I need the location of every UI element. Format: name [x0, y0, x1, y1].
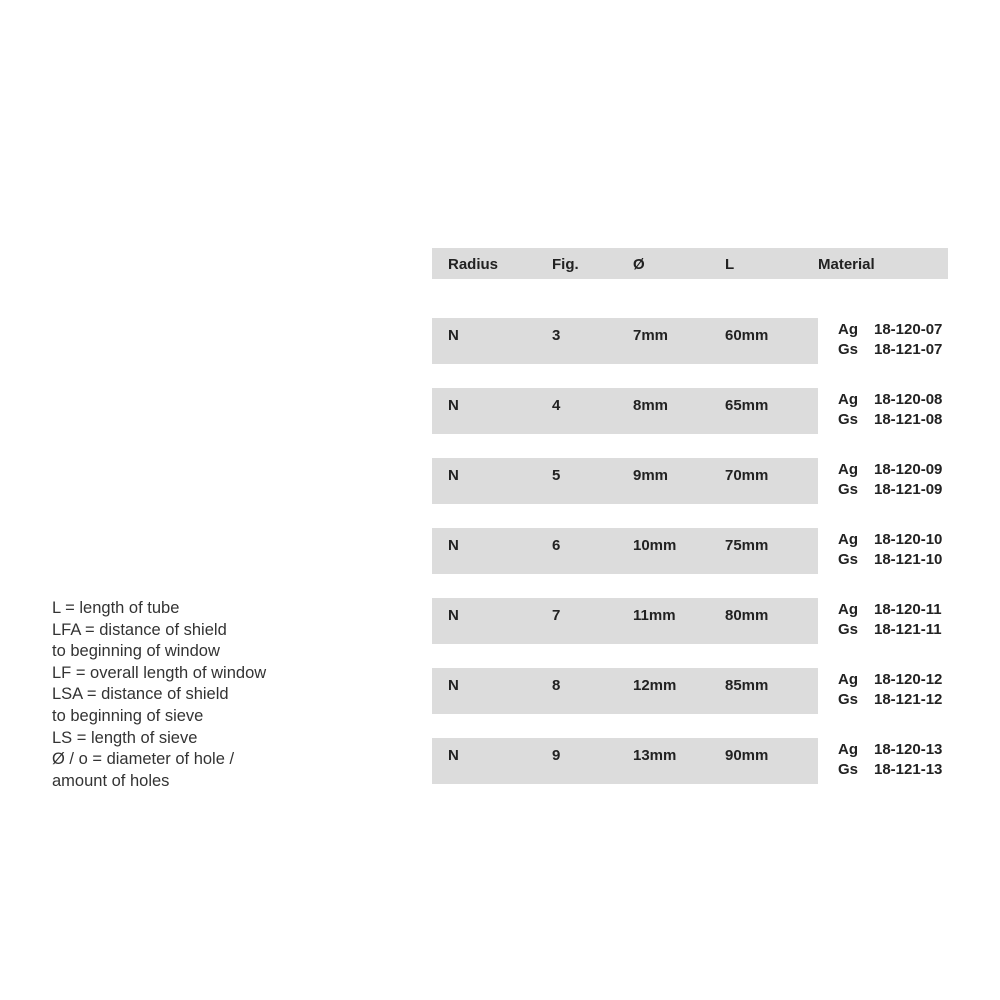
legend-line: L = length of tube: [52, 599, 180, 617]
header-radius: Radius: [448, 256, 499, 273]
cell-fig: 3: [552, 327, 561, 344]
legend-line: LFA = distance of shield: [52, 620, 227, 639]
cell-length: 75mm: [725, 537, 769, 554]
material-code: Gs: [838, 691, 859, 708]
material-line: [838, 411, 942, 428]
table-header: [432, 248, 948, 279]
cell-diameter: 10mm: [633, 537, 677, 554]
article-number: 18-121-11: [874, 621, 942, 638]
cell-fig: 9: [552, 747, 561, 764]
cell-fig: 7: [552, 607, 561, 624]
cell-diameter: 8mm: [633, 397, 669, 414]
material-line: [838, 601, 942, 618]
header-diameter: Ø: [633, 256, 645, 273]
cell-fig: 6: [552, 537, 561, 554]
material-line: [838, 481, 942, 498]
material-line: [838, 461, 942, 478]
cell-diameter: 12mm: [633, 677, 677, 694]
header-length: L: [725, 256, 735, 273]
article-number: 18-121-10: [874, 551, 943, 568]
material-code: Ag: [838, 531, 858, 548]
material-line: [838, 671, 942, 688]
article-number: 18-121-09: [874, 481, 943, 498]
header-material: Material: [818, 256, 875, 273]
article-number: 18-120-08: [874, 391, 943, 408]
cell-length: 60mm: [725, 327, 769, 344]
cell-diameter: 9mm: [633, 467, 669, 484]
cell-radius: N: [448, 677, 459, 694]
material-code: Ag: [838, 391, 858, 408]
material-line: [838, 341, 942, 358]
material-line: [838, 321, 942, 338]
legend-line: to beginning of window: [52, 642, 220, 661]
legend-line: Ø / o = diameter of hole /: [52, 750, 235, 769]
cell-radius: N: [448, 327, 459, 344]
material-code: Ag: [838, 461, 858, 478]
article-number: 18-120-13: [874, 741, 943, 758]
cell-diameter: 11mm: [633, 607, 676, 624]
cell-length: 65mm: [725, 397, 769, 414]
cell-length: 85mm: [725, 677, 769, 694]
material-code: Gs: [838, 411, 859, 428]
legend-line: amount of holes: [52, 771, 170, 790]
table-row: [432, 458, 948, 504]
cell-diameter: 13mm: [633, 747, 677, 764]
material-line: [838, 741, 942, 758]
article-number: 18-120-09: [874, 461, 943, 478]
article-number: 18-120-12: [874, 671, 943, 688]
article-number: 18-121-08: [874, 411, 943, 428]
table-row: [432, 528, 948, 574]
cell-fig: 4: [552, 397, 561, 414]
cell-radius: N: [448, 607, 459, 624]
cell-radius: N: [448, 397, 459, 414]
article-number: 18-121-07: [874, 341, 943, 358]
material-code: Gs: [838, 761, 859, 778]
table-row: [432, 388, 948, 434]
material-line: [838, 761, 942, 778]
table-row: [432, 738, 948, 784]
cell-fig: 8: [552, 677, 561, 694]
legend: [52, 598, 372, 792]
table-row: [432, 318, 948, 364]
legend-line: to beginning of sieve: [52, 706, 204, 725]
article-number: 18-121-12: [874, 691, 943, 708]
material-code: Ag: [838, 321, 858, 338]
cell-length: 70mm: [725, 467, 769, 484]
material-code: Ag: [838, 601, 858, 618]
material-line: [838, 551, 942, 568]
table-row: [432, 598, 948, 644]
material-code: Gs: [838, 341, 859, 358]
cell-length: 80mm: [725, 607, 769, 624]
material-code: Gs: [838, 621, 859, 638]
table-row: [432, 668, 948, 714]
legend-line: LSA = distance of shield: [52, 685, 229, 704]
cell-length: 90mm: [725, 747, 769, 764]
cell-radius: N: [448, 747, 459, 764]
material-line: [838, 621, 942, 638]
material-code: Gs: [838, 481, 859, 498]
article-number: 18-120-11: [874, 601, 942, 618]
article-number: 18-120-07: [874, 321, 943, 338]
material-line: [838, 391, 942, 408]
legend-line: LS = length of sieve: [52, 728, 198, 747]
article-number: 18-120-10: [874, 531, 943, 548]
cell-radius: N: [448, 537, 459, 554]
material-line: [838, 531, 942, 548]
cell-diameter: 7mm: [633, 327, 669, 344]
material-line: [838, 691, 942, 708]
header-fig: Fig.: [552, 256, 579, 273]
cell-fig: 5: [552, 467, 561, 484]
material-code: Gs: [838, 551, 859, 568]
material-code: Ag: [838, 671, 858, 688]
article-number: 18-121-13: [874, 761, 943, 778]
cell-radius: N: [448, 467, 459, 484]
legend-line: LF = overall length of window: [52, 663, 267, 682]
material-code: Ag: [838, 741, 858, 758]
